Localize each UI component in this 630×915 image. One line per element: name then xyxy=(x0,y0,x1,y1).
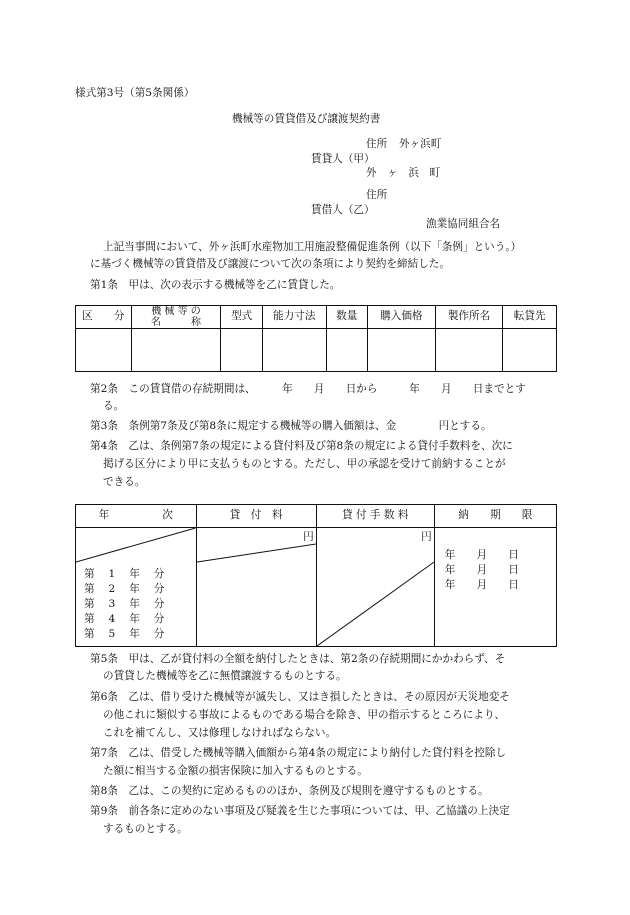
preamble-line-2: に基づく機械等の賃貸借及び譲渡について次の条項により契約を締結した。 xyxy=(90,258,450,270)
lessee-role-label: 賃借人（乙） xyxy=(311,204,375,216)
diagonal-line xyxy=(197,528,316,646)
year-row: 第 3 年 分 xyxy=(84,598,165,610)
article-4-line-1: 第4条 乙は、条例第7条の規定による貸付料及び第8条の規定による貸付手数料を、次に xyxy=(90,440,513,452)
year-list xyxy=(84,567,164,642)
year-row: 第 4 年 分 xyxy=(84,613,165,625)
cell xyxy=(435,329,503,372)
machinery-table xyxy=(75,305,557,372)
lessor-address-value: 外ヶ浜町 xyxy=(399,138,442,150)
col-due-date: 納 期 限 xyxy=(434,505,556,528)
col-year: 年 次 xyxy=(76,505,197,528)
payment-table-header xyxy=(76,505,557,528)
article-6-line-2: の他これに類似する事故によるものである場合を除き、甲の指示するところにより、 xyxy=(103,709,506,721)
preamble-line-1: 上記当事間において、外ヶ浜町水産物加工用施設整備促進条例（以下「条例」という。） xyxy=(103,241,522,253)
due-date-cell xyxy=(434,528,556,647)
cell xyxy=(367,329,435,372)
cell xyxy=(76,329,132,372)
yen-unit: 円 xyxy=(303,531,314,543)
cell xyxy=(221,329,262,372)
article-6-line-3: これを補てんし、又は修理しなければならない。 xyxy=(103,727,337,739)
article-9-line-1: 第9条 前各条に定めのない事項及び疑義を生じた事項については、甲、乙協議の上決定 xyxy=(90,805,510,817)
col-machine-name: 機 械 等 の 名 称 xyxy=(131,306,221,329)
article-7-line-1: 第7条 乙は、借受した機械等購入価額から第4条の規定により納付した貸付料を控除し xyxy=(90,747,507,759)
article-7-line-2: た額に相当する金額の損害保険に加入するものとする。 xyxy=(103,765,368,777)
article-3: 第3条 条例第7条及び第8条に規定する機械等の購入価額は、金 円とする。 xyxy=(90,420,492,432)
col-capacity: 能力寸法 xyxy=(262,306,326,329)
year-cell xyxy=(76,528,197,647)
payment-table-body xyxy=(76,528,557,647)
machinery-table-row xyxy=(76,329,557,372)
article-2-line-1: 第2条 この賃貸借の存続期間は、 年 月 日から 年 月 日までとす xyxy=(90,383,526,395)
article-8: 第8条 乙は、この契約に定めるもののほか、条例及び規則を遵守するものとする。 xyxy=(90,785,489,797)
due-row: 年 月 日 xyxy=(444,549,519,561)
col-maker: 製作所名 xyxy=(435,306,503,329)
due-list xyxy=(445,548,519,593)
cell xyxy=(131,329,221,372)
diagonal-line xyxy=(317,528,434,646)
year-row: 第 2 年 分 xyxy=(84,583,165,595)
year-row: 第 5 年 分 xyxy=(84,628,165,640)
article-2-line-2: る。 xyxy=(103,400,125,412)
col-handling-fee: 貸 付 手 数 料 xyxy=(316,505,434,528)
article-6-line-1: 第6条 乙は、借り受けた機械等が滅失し、又はき損したときは、その原因が天災地変そ xyxy=(90,691,510,703)
year-row: 第 1 年 分 xyxy=(84,568,165,580)
handling-fee-cell xyxy=(316,528,434,647)
cell xyxy=(503,329,557,372)
lessee-name: 漁業協同組合名 xyxy=(426,218,501,230)
due-row: 年 月 日 xyxy=(444,564,519,576)
article-1: 第1条 甲は、次の表示する機械等を乙に賃貸した。 xyxy=(90,279,341,291)
col-price: 購入価格 xyxy=(367,306,435,329)
lessor-role-label: 賃貸人（甲） xyxy=(311,153,375,165)
yen-unit: 円 xyxy=(421,531,432,543)
article-5-line-1: 第5条 甲は、乙が貸付料の全額を納付したときは、第2条の存続期間にかかわらず、そ xyxy=(90,653,506,665)
col-lease-fee: 貸 付 料 xyxy=(196,505,316,528)
payment-table xyxy=(75,504,557,647)
article-4-line-2: 掲げる区分により甲に支払うものとする。ただし、甲の承認を受けて前納することが xyxy=(103,458,506,470)
col-model: 型式 xyxy=(221,306,262,329)
document-title: 機械等の賃貸借及び譲渡契約書 xyxy=(232,113,381,125)
article-9-line-2: するものとする。 xyxy=(103,823,188,835)
lessee-address-label: 住所 xyxy=(366,189,388,201)
col-quantity: 数量 xyxy=(326,306,367,329)
lessor-name: 外 ヶ 浜 町 xyxy=(366,167,441,179)
col-sublease: 転貸先 xyxy=(503,306,557,329)
cell xyxy=(326,329,367,372)
article-4-line-3: できる。 xyxy=(103,476,146,488)
lessor-address-label: 住所 xyxy=(366,138,388,150)
machinery-table-header xyxy=(76,306,557,329)
article-5-line-2: の賃貸した機械等を乙に無償譲渡するものとする。 xyxy=(103,670,347,682)
col-category: 区 分 xyxy=(76,306,132,329)
form-number: 様式第3号（第5条関係） xyxy=(75,87,195,99)
cell xyxy=(262,329,326,372)
due-row: 年 月 日 xyxy=(444,579,519,591)
lease-fee-cell xyxy=(196,528,316,647)
